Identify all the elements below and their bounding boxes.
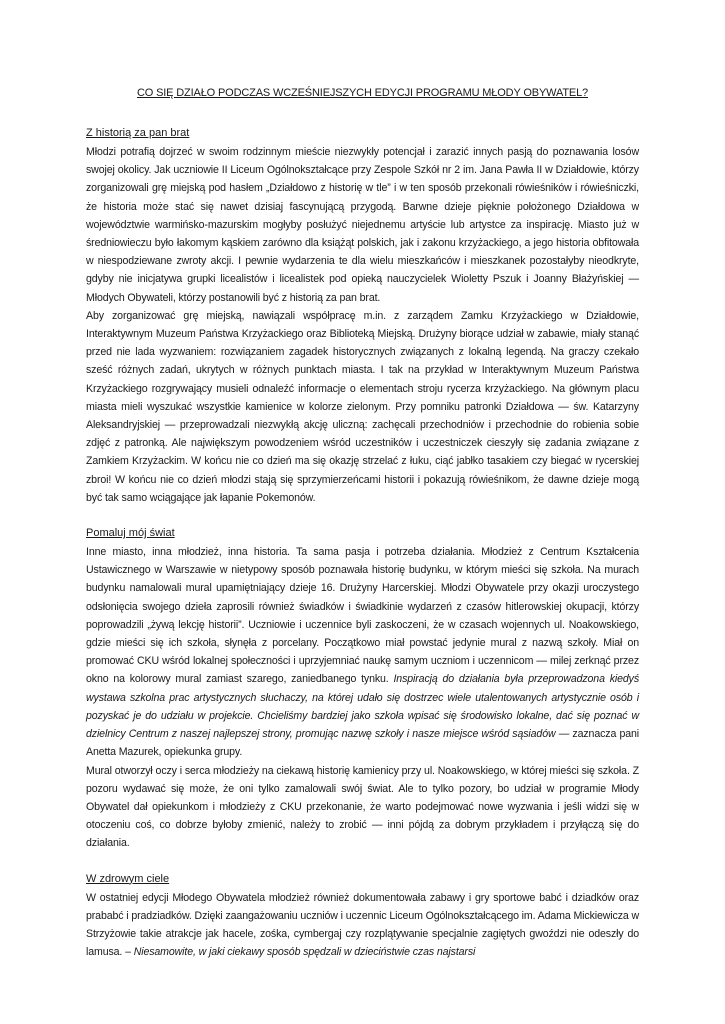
paragraph-text: Inne miasto, inna młodzież, inna historia. Ta sama pasja i potrzeba działania. Młodzież z Centrum Kształcenia Ustawicznego w Warszawie w nietypowy sposób poznawała historię budynku, w którym mieści się szkoła. Na murach budynku namalowali mural upamiętniający dzieje 16. Drużyny Harcerskiej. Młodzi Obywatele przy okazji uroczystego odsłonięcia swojego dzieła zaprosili również świadków i świadkinie wydarzeń z czasów hitlerowskiej okupacji, którzy poprowadzili „żywą lekcję historii”. Uczniowie i uczennice byli zaskoczeni, że w czasach wojennych ul. Noakowskiego, gdzie mieści się ich szkoła, słynęła z porcelany. Początkowo miał powstać jedynie mural z nazwą szkoły. Miał on promować CKU wśród lokalnej społeczności i uprzyjemniać naukę samym uczniom i uczennicom — milej zerknąć przez okno na kolorowy mural zamiast szarego, zaniedbanego tynku. xyxy=(86,546,639,686)
section-z-historia xyxy=(86,126,639,507)
quote-italic: Niesamowite, w jaki ciekawy sposób spędzali w dzieciństwie czas najstarsi xyxy=(133,946,476,959)
section-heading: Z historią za pan brat xyxy=(86,127,190,139)
paragraph: Młodzi potrafią dojrzeć w swoim rodzinnym mieście niezwykły potencjał i zarazić innych pasją do poznawania losów swojej okolicy. Jak uczniowie II Liceum Ogólnokształcące przy Zespole Szkół nr 2 im. Jana Pawła II w Działdowie, którzy zorganizowali grę miejską pod hasłem „Działdowo z historię w tle” i w ten sposób przekonali rówieśników i rówieśniczki, że historia może stać się nawet dzisiaj fascynującą przygodą. Barwne dzieje pięknie położonego Działdowa w województwie warmińsko-mazurskim mogłyby posłużyć niejednemu artyście lub artystce za inspirację. Miasto już w średniowieczu było łakomym kąskiem zarówno dla książąt polskich, jak i zakonu krzyżackiego, a jego historia obfitowała w niespodziewane zwroty akcji. I pewnie wydarzenia te dla wielu mieszkańców i mieszkanek pozostałyby nieodkryte, gdyby nie inicjatywa grupki licealistów i licealistek pod opieką nauczycielek Wioletty Pszuk i Joanny Błażyńskiej — Młodych Obywateli, którzy postanowili być z historią za pan brat. xyxy=(86,146,639,304)
paragraph: Aby zorganizować grę miejską, nawiązali współpracę m.in. z zarządem Zamku Krzyżackiego w Działdowie, Interaktywnym Muzeum Państwa Krzyżackiego oraz Biblioteką Miejską. Drużyny biorące udział w zabawie, miały stanąć przed nie lada wyzwaniem: rozwiązaniem zagadek historycznych związanych z lokalną legendą. Na graczy czekało sześć różnych zadań, ukrytych w różnych punktach miasta. I tak na przykład w Interaktywnym Muzeum Państwa Krzyżackiego rozgrywający musieli odnaleźć informacje o elementach stroju rycerza krzyżackiego. Na głównym placu miasta mieli wyszukać wszystkie kamienice w kolorze zielonym. Przy pomniku patronki Działdowa — św. Katarzyny Aleksandryjskiej — przeprowadzali niezwykłą akcję uliczną: zachęcali przechodniów i przechodnie do robienia sobie zdjęć z patronką. Ale największym powodzeniem wśród uczestników i uczestniczek cieszyły się zadania związane z Zamkiem Krzyżackim. W końcu nie co dzień ma się okazję strzelać z łuku, ciąć jabłko tasakiem czy biegać w rycerskiej zbroi! W końcu nie co dzień młodzi stają się sprzymierzeńcami historii i pokazują rówieśnikom, że dawne dzieje mogą być tak samo wciągające jak łapanie Pokemonów. xyxy=(86,309,639,504)
paragraph-tail: — zaznacza pani Anetta Mazurek, opiekunka grupy. xyxy=(86,728,639,759)
quote-italic: Inspiracją do działania była przeprowadzona kiedyś wystawa szkolna prac artystycznych słuchaczy, na której udało się dostrzec wiele utalentowanych artystycznie osób i pozyskać je do udziału w projekcie. Chcieliśmy bardziej jako szkoła wpisać się środowisko lokalne, dać się poznać w dzielnicy Centrum z naszej najlepszej strony, promując nazwę szkoły i nasze miejsce wśród sąsiadów xyxy=(86,673,639,741)
page-title: CO SIĘ DZIAŁO PODCZAS WCZEŚNIEJSZYCH EDYCJI PROGRAMU MŁODY OBYWATEL? xyxy=(136,87,589,99)
section-heading: Pomaluj mój świat xyxy=(86,527,175,540)
paragraph xyxy=(86,889,639,962)
section-w-zdrowym-ciele xyxy=(86,872,639,962)
section-heading: W zdrowym ciele xyxy=(86,872,170,885)
paragraph-text: W ostatniej edycji Młodego Obywatela młodzież również dokumentowała zabawy i gry sportowe babć i dziadków oraz prababć i pradziadków. Dzięki zaangażowaniu uczniów i uczennic Liceum Ogólnokształcącego im. Adama Mickiewicza w Strzyżowie takie atrakcje jak hacele, zośka, cymbergaj czy rozplątywanie specjalnie zagiętych gwoździ nie odeszły do lamusa. – xyxy=(86,891,640,959)
section-pomaluj xyxy=(86,526,639,852)
paragraph: Mural otworzył oczy i serca młodzieży na ciekawą historię kamienicy przy ul. Noakowskiego, w której mieści się szkoła. Z pozoru wydawać się może, że oni tylko zamalowali swój świat. Ale to tylko pozory, bo udział w programie Młody Obywatel dał opiekunkom i młodzieży z CKU przekonanie, że warto podejmować nowe wyzwania i jeśli widzi się w otoczeniu coś, co dobrze byłoby zmienić, należy to zrobić — inni pójdą za dobrym przykładem i przyłączą się do działania. xyxy=(86,764,639,850)
paragraph xyxy=(86,543,639,761)
